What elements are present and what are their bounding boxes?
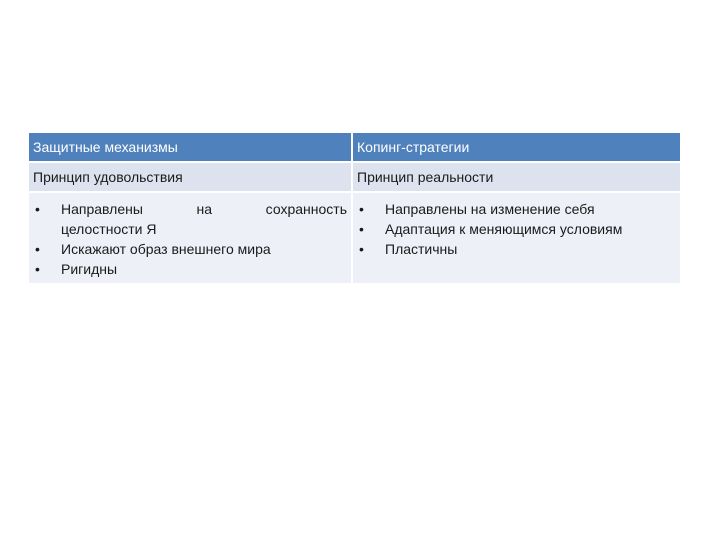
principle-row [29,162,680,192]
defense-item-2: Искажают образ внешнего мира [61,241,271,257]
bullet-icon: • [35,241,40,257]
bullet-icon: • [35,201,40,217]
coping-items-list [357,199,676,259]
defense-item-1-line1: Направлены на сохранность [61,201,347,217]
list-item [33,199,347,239]
list-item [357,219,676,239]
coping-item-3: Пластичны [385,241,458,257]
bullet-icon: • [359,241,364,257]
defense-items-cell [29,192,352,283]
header-defense-mechanisms: Защитные механизмы [29,133,352,162]
header-row [29,133,680,162]
header-coping-strategies: Копинг-стратегии [352,133,680,162]
defense-items-list [33,199,347,279]
coping-item-1: Направлены на изменение себя [385,201,595,217]
comparison-table [29,133,680,283]
bullet-icon: • [359,201,364,217]
list-item [357,239,676,259]
defense-item-3: Ригидны [61,261,118,277]
principle-pleasure: Принцип удовольствия [29,162,352,192]
bullet-icon: • [359,221,364,237]
principle-reality: Принцип реальности [352,162,680,192]
items-row [29,192,680,283]
list-item [33,259,347,279]
defense-item-1-line2: целостности Я [61,221,157,237]
list-item [357,199,676,219]
bullet-icon: • [35,261,40,277]
coping-items-cell [352,192,680,283]
list-item [33,239,347,259]
coping-item-2: Адаптация к меняющимся условиям [385,221,623,237]
